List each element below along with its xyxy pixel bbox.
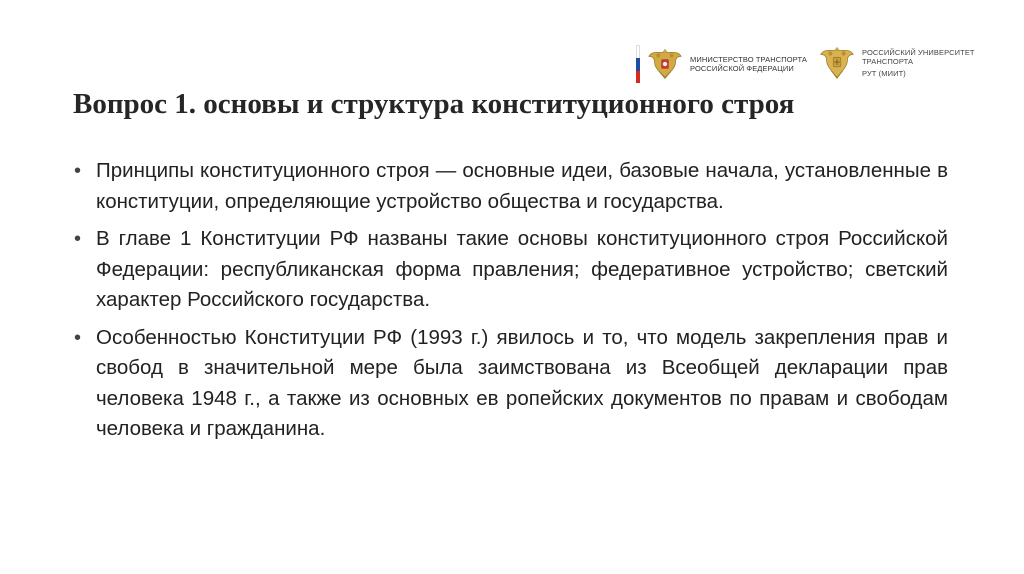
ministry-line1: МИНИСТЕРСТВО ТРАНСПОРТА [690,55,807,64]
slide-title: Вопрос 1. основы и структура конституционного строя [73,88,795,120]
ministry-line2: РОССИЙСКОЙ ФЕДЕРАЦИИ [690,64,794,73]
russian-flag-icon [636,45,640,83]
university-logo-text [862,48,975,78]
university-line3: РУТ (МИИТ) [862,69,906,78]
university-line1: РОССИЙСКИЙ УНИВЕРСИТЕТ [862,48,975,57]
bullet-item: • Принципы конституционного строя — основные идеи, базовые начала, установленные в конституции, определяющие устройство общества и государства. [96,156,948,217]
university-logo [818,42,975,84]
bullet-item: • Особенностью Конституции РФ (1993 г.) явилось и то, что модель закрепления прав и свобод в значительной мере была заимствована из Всеобщей декларации прав человека 1948 г., а также из основных ев ропейских документов по правам и свободам человека и гражданина. [96,323,948,445]
bullet-item: • В главе 1 Конституции РФ названы такие основы конституционного строя Российской Федерации: республиканская форма правления; федеративное устройство; светский характер Российского государства. [96,224,948,316]
bullet-list [96,156,948,452]
eagle-emblem-icon [818,44,856,82]
ministry-logo-text [690,55,807,73]
university-line2: ТРАНСПОРТА [862,57,914,66]
ministry-logo [636,44,807,84]
eagle-emblem-icon [646,45,684,83]
